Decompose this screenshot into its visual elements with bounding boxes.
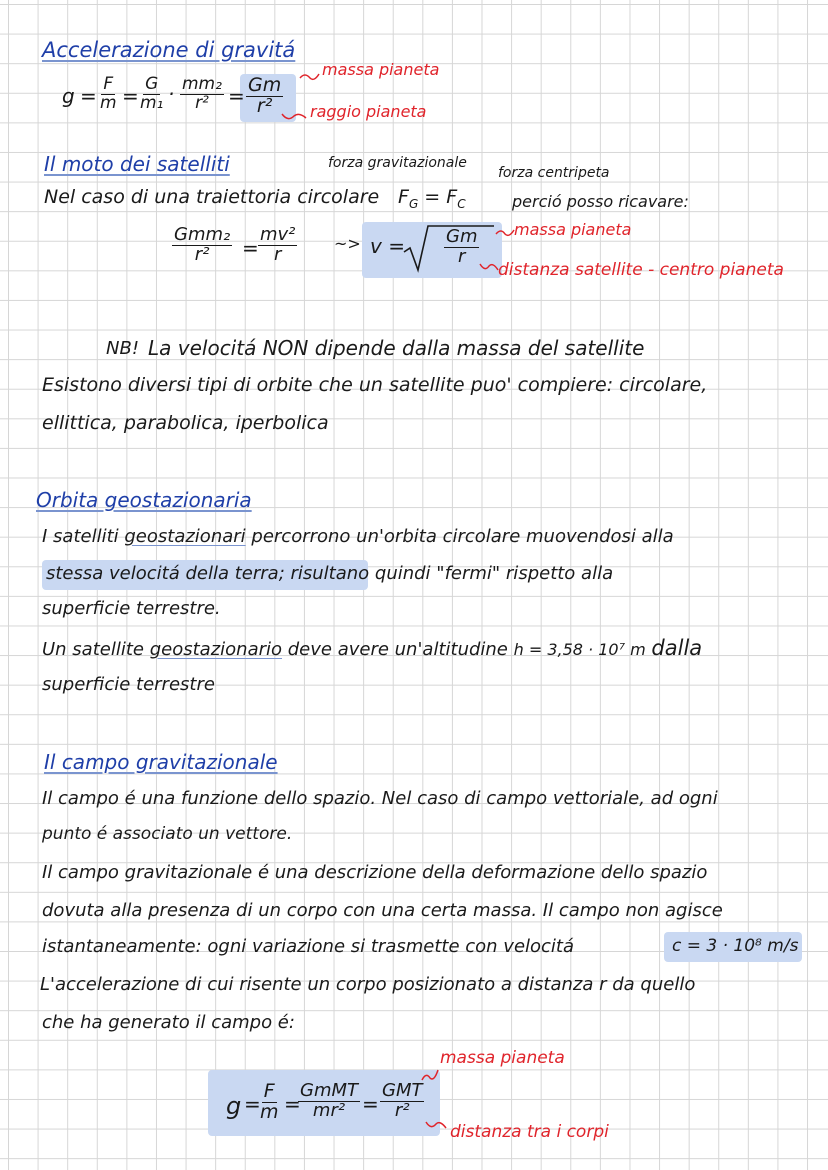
force-symbol: F: [398, 186, 409, 208]
numerator: mv²: [260, 224, 296, 245]
text-segment: ; risultano quindi "fermi" rispetto alla: [278, 563, 614, 584]
annotation-distance-satellite-planet: distanza satellite - centro pianeta: [498, 260, 784, 280]
text-segment: percorrono un'orbita circolare muovendosi alla: [251, 526, 674, 547]
formula-dot: ·: [168, 82, 175, 106]
field-p3-line1: L'accelerazione di cui risente un corpo posizionato a distanza r da quello: [40, 974, 696, 995]
geostationary-line2: [46, 565, 613, 583]
text-segment-highlighted: stessa velocitá della terra: [46, 563, 279, 584]
label-gravitational-force: forza gravitazionale: [328, 155, 467, 171]
field-p1-line1: Il campo é una funzione dello spazio. Nel caso di campo vettoriale, ad ogni: [42, 788, 718, 809]
field-p2-line1: Il campo gravitazionale é una descrizione della deformazione dello spazio: [42, 862, 708, 883]
implies-arrow: ~>: [334, 234, 361, 253]
speed-of-light-value: c = 3 · 10⁸ m/s: [672, 936, 799, 956]
formula-equals: =: [284, 1092, 301, 1116]
fraction-GMT-over-r2: [380, 1082, 424, 1121]
arrow-icon: [298, 68, 322, 82]
circular-trajectory-text: Nel caso di una traiettoria circolare: [44, 186, 380, 208]
formula-equals: =: [242, 236, 259, 260]
fraction-mm2-over-r2: [180, 76, 224, 113]
geostationary-line3: superficie terrestre.: [42, 598, 221, 619]
section-title-gravity-acceleration: Accelerazione di gravitá: [42, 38, 296, 62]
geostationary-line4: [42, 638, 702, 659]
fraction-G-over-m1: [138, 76, 165, 113]
text-segment: dalla: [651, 636, 703, 660]
numerator: F: [103, 74, 114, 94]
section-title-gravitational-field: Il campo gravitazionale: [44, 750, 278, 774]
numerator: Gm: [446, 226, 478, 247]
formula-equals: =: [228, 84, 245, 108]
fraction-Gm-over-r: [444, 228, 479, 267]
numerator: GmMT: [300, 1080, 359, 1101]
denominator: r: [458, 245, 466, 267]
formula-equals: =: [80, 84, 97, 108]
numerator: GMT: [382, 1080, 423, 1101]
highlight-geostationary: geostazionari: [124, 526, 246, 547]
orbits-text-line1: Esistono diversi tipi di orbite che un satellite puo' compiere: circolare,: [42, 374, 708, 396]
equals-sign: =: [424, 186, 441, 208]
field-p2-line2: dovuta alla presenza di un corpo con una certa massa. Il campo non agisce: [42, 900, 723, 921]
force-symbol: F: [446, 186, 458, 208]
altitude-value: h = 3,58 · 10⁷ m: [513, 640, 646, 659]
denominator: r²: [394, 1099, 410, 1121]
formula-g: g: [62, 84, 75, 108]
label-centripetal-force: forza centripeta: [498, 165, 610, 181]
denominator: r²: [194, 243, 210, 265]
denominator: m: [100, 92, 117, 113]
force-subscript: G: [408, 196, 419, 211]
fraction-Gmm2-over-r2: [172, 226, 232, 265]
force-equation: [398, 188, 466, 210]
field-p1-line2: punto é associato un vettore.: [42, 824, 293, 844]
denominator: mr²: [312, 1099, 346, 1121]
geostationary-line5: superficie terrestre: [42, 674, 215, 695]
numerator: G: [145, 74, 159, 94]
fraction-mv2-over-r: [258, 226, 297, 265]
field-p2-line3: istantaneamente: ogni variazione si trasmette con velocitá: [42, 936, 575, 957]
fraction-GmMT-over-mr2: [298, 1082, 360, 1121]
denominator: m: [260, 1100, 279, 1123]
nb-text: La velocitá NON dipende dalla massa del satellite: [148, 336, 645, 360]
annotation-planet-radius: raggio pianeta: [310, 102, 427, 121]
denominator: r²: [195, 92, 209, 113]
geostationary-line1: [42, 528, 674, 546]
annotation-distance-between-bodies: distanza tra i corpi: [450, 1122, 609, 1142]
fraction-F-over-m: [258, 1082, 281, 1123]
fraction-Gm-over-r2: [246, 76, 283, 117]
derive-text: perció posso ricavare:: [512, 192, 689, 211]
numerator: F: [263, 1080, 275, 1102]
denominator: r: [274, 243, 282, 265]
section-title-satellite-motion: Il moto dei satelliti: [44, 152, 230, 176]
arrow-icon: [478, 260, 500, 274]
fraction-F-over-m: [98, 76, 119, 113]
numerator: mm₂: [182, 74, 222, 94]
denominator: m₁: [140, 92, 164, 113]
arrow-icon: [494, 226, 516, 240]
formula-equals: =: [244, 1092, 261, 1116]
arrow-icon: [424, 1118, 448, 1132]
text-segment: Un satellite: [42, 639, 144, 660]
formula-v: v =: [370, 234, 405, 258]
text-segment-underlined: geostazionario: [149, 639, 283, 660]
formula-g: g: [226, 1092, 242, 1120]
text-segment: I satelliti: [42, 526, 119, 547]
annotation-planet-mass: massa pianeta: [322, 60, 440, 79]
formula-equals: =: [362, 1092, 379, 1116]
numerator: Gmm₂: [174, 224, 231, 245]
denominator: r²: [256, 94, 273, 117]
field-p3-line2: che ha generato il campo é:: [42, 1012, 295, 1033]
orbits-text-line2: ellittica, parabolica, iperbolica: [42, 412, 329, 434]
text-segment: deve avere un'altitudine: [287, 639, 508, 660]
formula-equals: =: [122, 84, 139, 108]
annotation-planet-mass: massa pianeta: [514, 220, 632, 239]
numerator: Gm: [248, 74, 282, 96]
force-subscript: C: [457, 196, 466, 211]
nb-label: NB!: [106, 338, 140, 359]
section-title-geostationary-orbit: Orbita geostazionaria: [36, 488, 252, 512]
arrow-icon: [420, 1068, 440, 1084]
annotation-planet-mass: massa pianeta: [440, 1048, 565, 1068]
arrow-icon: [280, 108, 310, 122]
